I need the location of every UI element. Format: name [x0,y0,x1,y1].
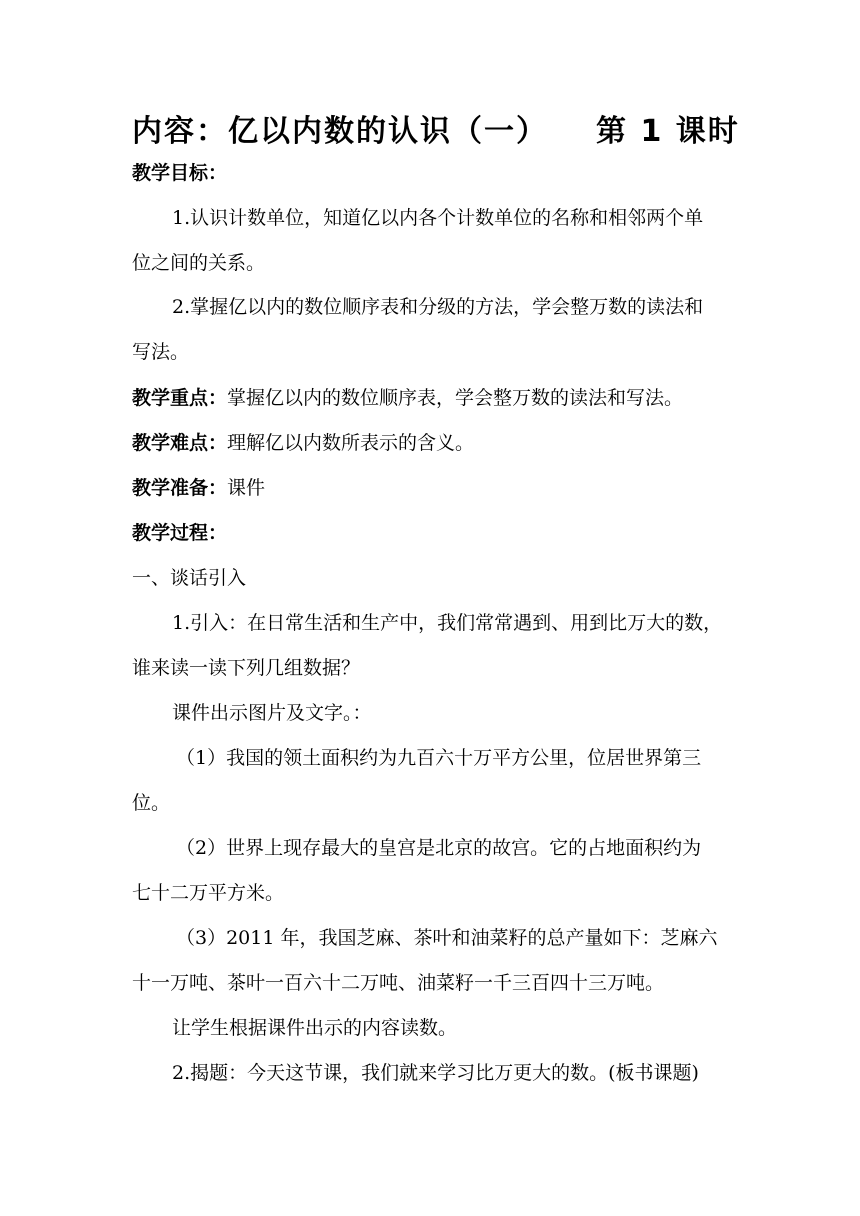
difficulty-label: 教学难点： [132,432,228,454]
example-3-line-1: （3）2011 年，我国芝麻、茶叶和油菜籽的总产量如下：芝麻六 [176,927,718,949]
preparation-text: 课件 [227,477,266,499]
key-point-label: 教学重点： [132,387,228,409]
example-1-line-2: 位。 [132,792,171,814]
example-1-line-1: （1）我国的领土面积约为九百六十万平方公里，位居世界第三 [176,747,702,769]
objective-2-line-1: 2.掌握亿以内的数位顺序表和分级的方法，学会整万数的读法和 [172,296,704,318]
process-heading: 教学过程： [132,522,228,544]
topic-reveal: 2.揭题：今天这节课，我们就来学习比万更大的数。(板书课题) [172,1062,699,1084]
read-instruction: 让学生根据课件出示的内容读数。 [172,1017,458,1039]
preparation-label: 教学准备： [132,477,228,499]
title-lesson: 第 1 课时 [596,114,740,149]
key-point-text: 掌握亿以内的数位顺序表，学会整万数的读法和写法。 [227,387,684,409]
intro-line-1: 1.引入：在日常生活和生产中，我们常常遇到、用到比万大的数， [172,612,723,634]
objective-2-line-2: 写法。 [132,341,190,363]
section-1-heading: 一、谈话引入 [132,567,247,589]
objectives-heading: 教学目标： [132,162,228,184]
example-2-line-1: （2）世界上现存最大的皇宫是北京的故宫。它的占地面积约为 [176,837,702,859]
objective-1-line-1: 1.认识计数单位，知道亿以内各个计数单位的名称和相邻两个单 [172,207,704,229]
example-2-line-2: 七十二万平方米。 [132,882,285,904]
intro-line-2: 谁来读一读下列几组数据？ [132,657,361,679]
objective-1-line-2: 位之间的关系。 [132,252,266,274]
show-text: 课件出示图片及文字。： [172,702,372,724]
title-main: 内容：亿以内数的认识（一） [132,114,548,149]
difficulty-text: 理解亿以内数所表示的含义。 [227,432,475,454]
key-point [132,385,732,411]
example-3-line-2: 十一万吨、茶叶一百六十二万吨、油菜籽一千三百四十三万吨。 [132,972,665,994]
preparation [132,475,732,501]
difficulty [132,430,732,456]
page-title [132,106,752,150]
